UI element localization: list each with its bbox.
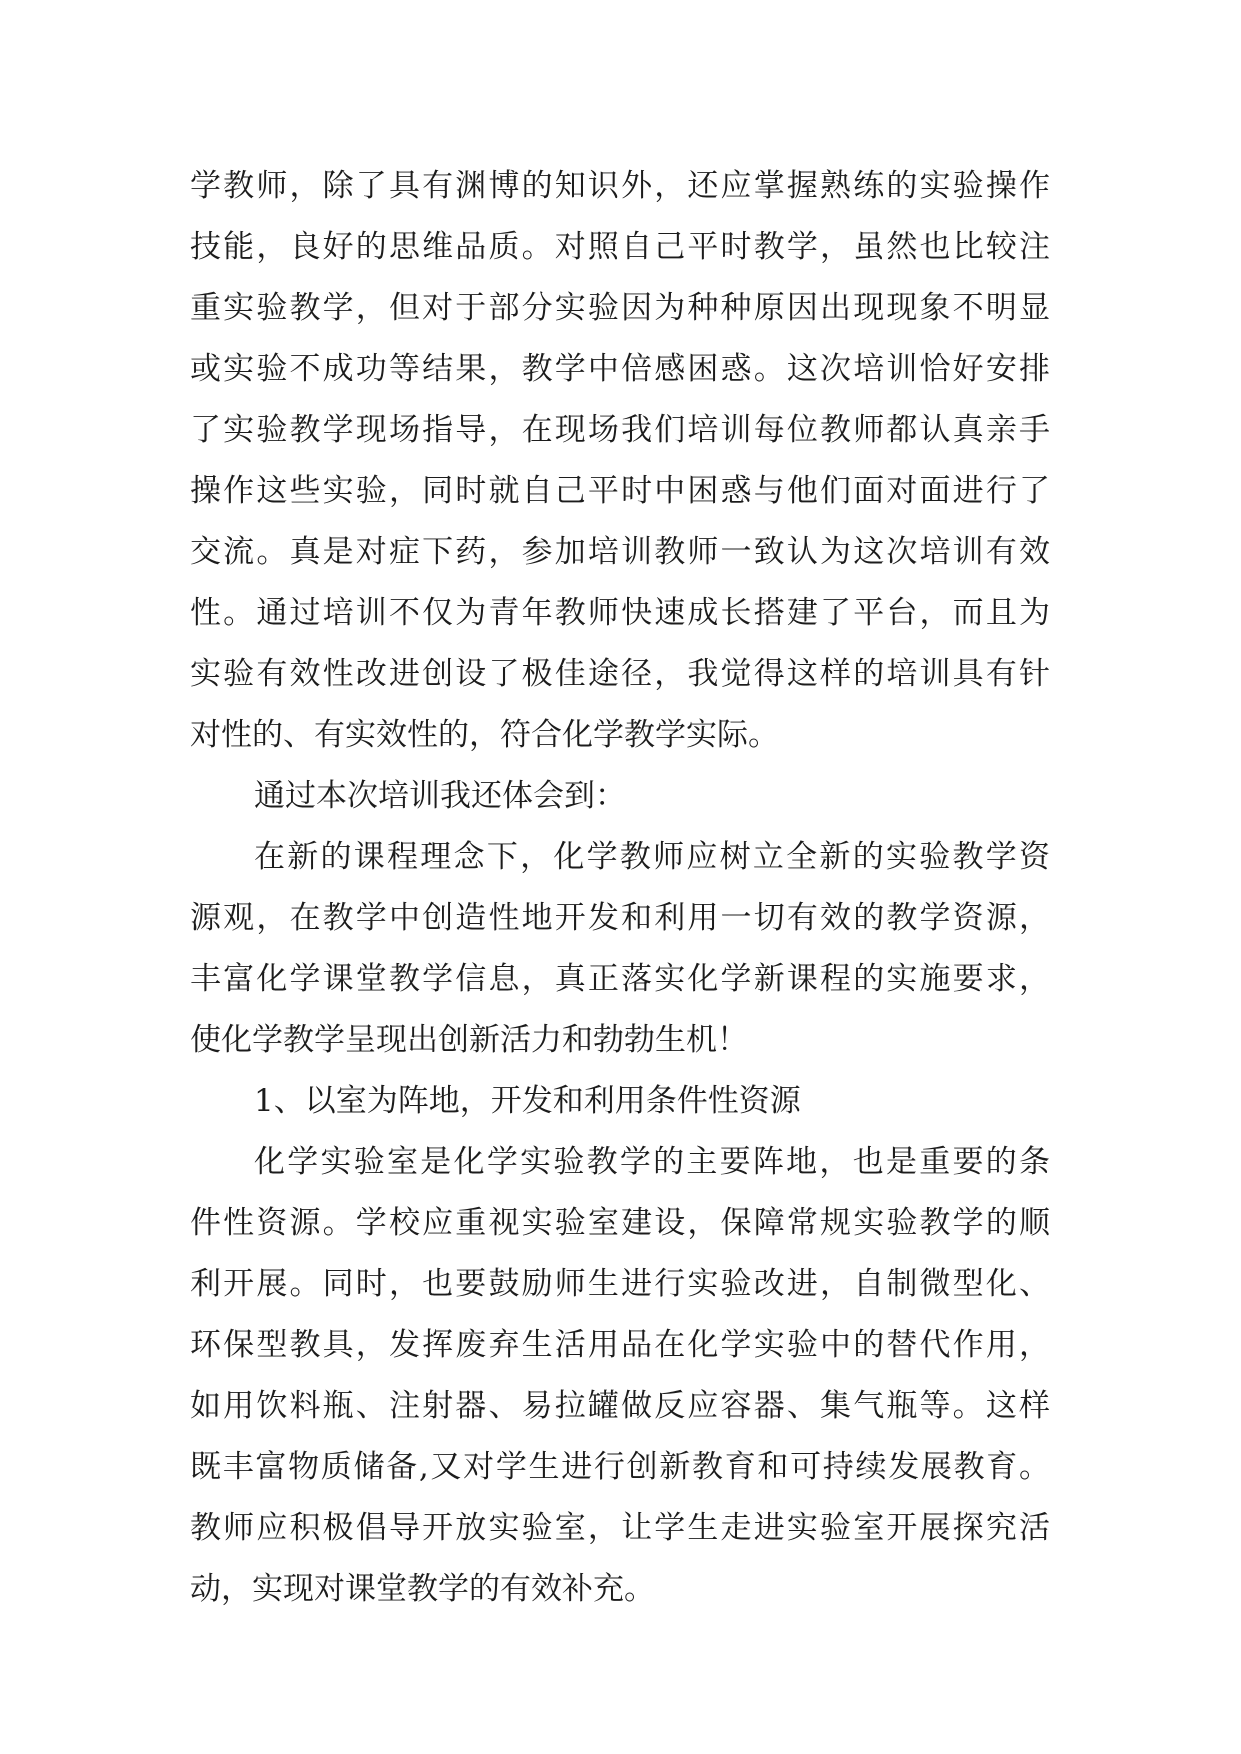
text-line: 化学实验室是化学实验教学的主要阵地，也是重要的条 <box>254 1144 1050 1180</box>
text-line: 件性资源。学校应重视实验室建设，保障常规实验教学的顺 <box>190 1205 1050 1241</box>
text-line: 学教师，除了具有渊博的知识外，还应掌握熟练的实验操作 <box>190 168 1050 204</box>
text-line: 动，实现对课堂教学的有效补充。 <box>190 1571 655 1607</box>
text-line: 对性的、有实效性的，符合化学教学实际。 <box>190 717 779 753</box>
text-line: 源观，在教学中创造性地开发和利用一切有效的教学资源， <box>190 900 1050 936</box>
body-text <box>190 156 1050 1620</box>
text-line: 了实验教学现场指导，在现场我们培训每位教师都认真亲手 <box>190 412 1050 448</box>
text-line: 技能，良好的思维品质。对照自己平时教学，虽然也比较注 <box>190 229 1050 265</box>
text-line: 重实验教学，但对于部分实验因为种种原因出现现象不明显 <box>190 290 1050 326</box>
text-line: 利开展。同时，也要鼓励师生进行实验改进，自制微型化、 <box>190 1266 1050 1302</box>
text-line: 交流。真是对症下药，参加培训教师一致认为这次培训有效 <box>190 534 1050 570</box>
text-line: 环保型教具，发挥废弃生活用品在化学实验中的替代作用， <box>190 1327 1050 1363</box>
text-line: 实验有效性改进创设了极佳途径，我觉得这样的培训具有针 <box>190 656 1050 692</box>
text-line: 既丰富物质储备,又对学生进行创新教育和可持续发展教育。 <box>190 1449 1050 1485</box>
text-line: 在新的课程理念下，化学教师应树立全新的实验教学资 <box>254 839 1050 875</box>
text-line: 性。通过培训不仅为青年教师快速成长搭建了平台，而且为 <box>190 595 1050 631</box>
text-line: 1、以室为阵地，开发和利用条件性资源 <box>254 1083 801 1119</box>
text-line: 或实验不成功等结果，教学中倍感困惑。这次培训恰好安排 <box>190 351 1050 387</box>
text-line: 丰富化学课堂教学信息，真正落实化学新课程的实施要求， <box>190 961 1050 997</box>
text-line: 操作这些实验，同时就自己平时中困惑与他们面对面进行了 <box>190 473 1050 509</box>
text-line: 通过本次培训我还体会到： <box>254 778 626 814</box>
text-line: 教师应积极倡导开放实验室，让学生走进实验室开展探究活 <box>190 1510 1050 1546</box>
text-line: 使化学教学呈现出创新活力和勃勃生机！ <box>190 1022 748 1058</box>
text-line: 如用饮料瓶、注射器、易拉罐做反应容器、集气瓶等。这样 <box>190 1388 1050 1424</box>
